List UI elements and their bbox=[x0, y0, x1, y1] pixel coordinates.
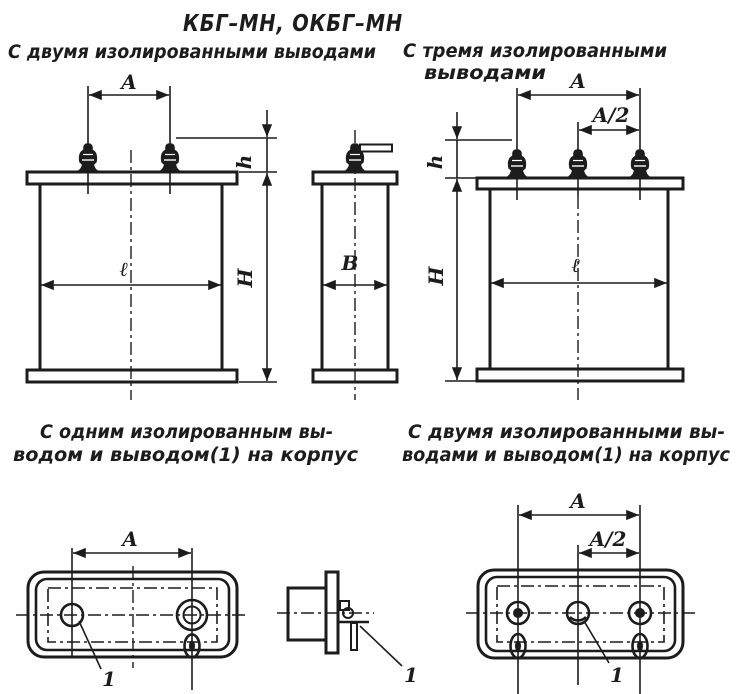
insulated-terminal bbox=[75, 143, 101, 172]
dim-label-l: ℓ bbox=[571, 253, 581, 277]
capacitor-body-side bbox=[288, 588, 326, 640]
capacitor-body bbox=[490, 189, 668, 369]
dim-label-H: H bbox=[233, 268, 257, 288]
side-view bbox=[313, 130, 397, 400]
bottom-flange bbox=[27, 370, 237, 382]
dim-label-h: h bbox=[232, 154, 256, 170]
top-flange bbox=[27, 172, 237, 184]
insulated-terminal bbox=[504, 149, 530, 178]
top-flange bbox=[477, 178, 683, 189]
solder-lug bbox=[360, 145, 392, 152]
dim-label-H: H bbox=[424, 266, 448, 286]
caption-one-lead-case-line1: С одним изолированным вы- bbox=[40, 422, 333, 443]
dim-label-A: A bbox=[570, 69, 586, 93]
caption-two-leads-case-line2: водами и выводом(1) на корпус bbox=[402, 445, 731, 466]
callout-label-case-lead: 1 bbox=[102, 667, 116, 691]
caption-three-insulated-leads-line2: выводами bbox=[424, 63, 547, 84]
leader-line-case-lead bbox=[79, 621, 101, 669]
dim-label-A: A bbox=[122, 527, 138, 551]
dim-label-A-half: A/2 bbox=[592, 103, 630, 127]
caption-one-lead-case-line2: водом и выводом(1) на корпус bbox=[13, 445, 359, 466]
insulator-bead-core bbox=[637, 641, 643, 652]
front-view-three-leads bbox=[423, 69, 683, 400]
insulated-terminal bbox=[342, 143, 368, 172]
dim-label-A: A bbox=[570, 489, 586, 513]
insulated-terminal-core bbox=[513, 608, 523, 618]
dim-label-A: A bbox=[121, 70, 137, 94]
dim-label-B: В bbox=[341, 251, 359, 275]
leader-line-case-lead bbox=[360, 626, 402, 666]
callout-label-case-lead: 1 bbox=[610, 663, 624, 687]
lead-pin bbox=[351, 623, 357, 650]
insulated-terminal bbox=[627, 149, 653, 178]
side-view-case-lead bbox=[277, 572, 418, 687]
dim-label-h: h bbox=[423, 154, 447, 170]
caption-two-leads-case-line1: С двумя изолированными вы- bbox=[408, 422, 725, 443]
dim-label-l: ℓ bbox=[119, 257, 129, 281]
front-view-two-leads bbox=[27, 70, 277, 400]
top-view-two-leads-case bbox=[466, 489, 695, 694]
insulated-terminal bbox=[157, 143, 183, 172]
insulated-terminal bbox=[565, 149, 591, 178]
insulator-bead-core bbox=[189, 641, 195, 652]
bottom-flange bbox=[477, 369, 683, 381]
drawing-title: КБГ–МН, ОКБГ–МН bbox=[183, 11, 403, 37]
caption-three-insulated-leads-line1: С тремя изолированными bbox=[403, 41, 668, 62]
top-view-one-lead-case bbox=[16, 527, 248, 691]
dim-label-A-half: A/2 bbox=[589, 527, 627, 551]
insulated-terminal-core bbox=[635, 608, 645, 618]
caption-two-insulated-leads: С двумя изолированными выводами bbox=[8, 42, 377, 63]
insulator-bead-core bbox=[515, 641, 521, 652]
callout-label-case-lead: 1 bbox=[404, 663, 418, 687]
